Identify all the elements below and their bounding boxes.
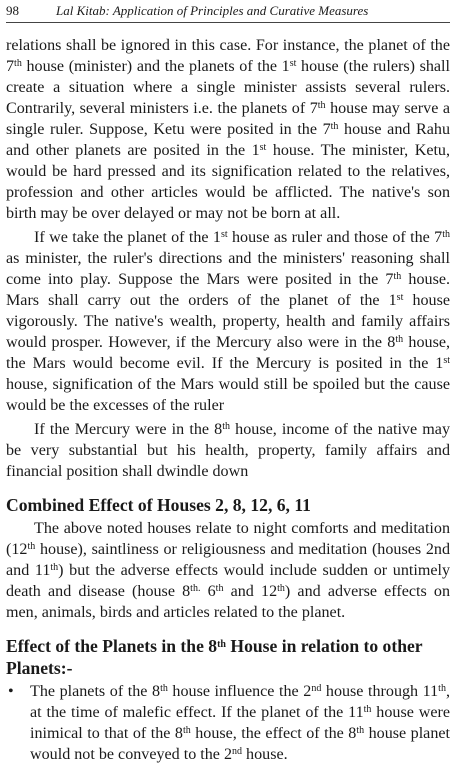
section-heading: Effect of the Planets in the 8th House in relation to other Planets:- <box>6 636 423 678</box>
paragraph: relations shall be ignored in this case. For instance, the planet of the 7th house (minister) and the planets of the 1st house (the rulers) shall create a situation where a single minister assists several rulers. Contrarily, several ministers i.e. the planets of 7th house may serve a single ruler. Suppose, Ketu were posited in the 7th house and Rahu and other planets are posited in the 1st house. The minister, Ketu, would be hard pressed and its signification related to the relatives, profession and other articles would be afflicted. The native's son birth may be over delayed or may not be born at all. <box>6 37 451 222</box>
page-number: 98 <box>6 3 19 18</box>
section-heading: Combined Effect of Houses 2, 8, 12, 6, 11 <box>6 495 311 515</box>
bullet-marker: • <box>8 683 14 700</box>
paragraph: If the Mercury were in the 8th house, income of the native may be very substantial but his health, property, family affairs and financial position shall dwindle down <box>6 421 450 480</box>
paragraph: If we take the planet of the 1st house as ruler and those of the 7th as minister, the ruler's directions and the ministers' reasoning shall come into play. Suppose the Mars were posited in the 7th house. Mars shall carry out the orders of the planet of the 1st house vigorously. The native's wealth, property, health and family affairs would prosper. However, if the Mercury also were in the 8th house, the Mars would become evil. If the Mercury is posited in the 1st house, signification of the Mars would still be spoiled but the cause would be the excesses of the ruler <box>6 229 450 414</box>
paragraph: The above noted houses relate to night comforts and meditation (12th house), saintliness or religiousness and meditation (houses 2nd and 11th) but the adverse effects would include sudden or untimely death and disease (house $8^{th.}$ 6th and 12th) and adverse effects on men, animals, birds and articles related to the planet. <box>6 520 450 621</box>
running-title: Lal Kitab: Application of Principles and Curative Measures <box>56 3 369 18</box>
bullet-item: • The planets of the 8th house influence the 2nd house through 11th, at the time of malefic effect. If the planet of the 11th house were inimical to that of the 8th house, the effect of the 8th house planet would not be conveyed to the 2nd house. <box>8 683 450 763</box>
page-body <box>6 35 450 765</box>
running-header <box>6 0 450 23</box>
